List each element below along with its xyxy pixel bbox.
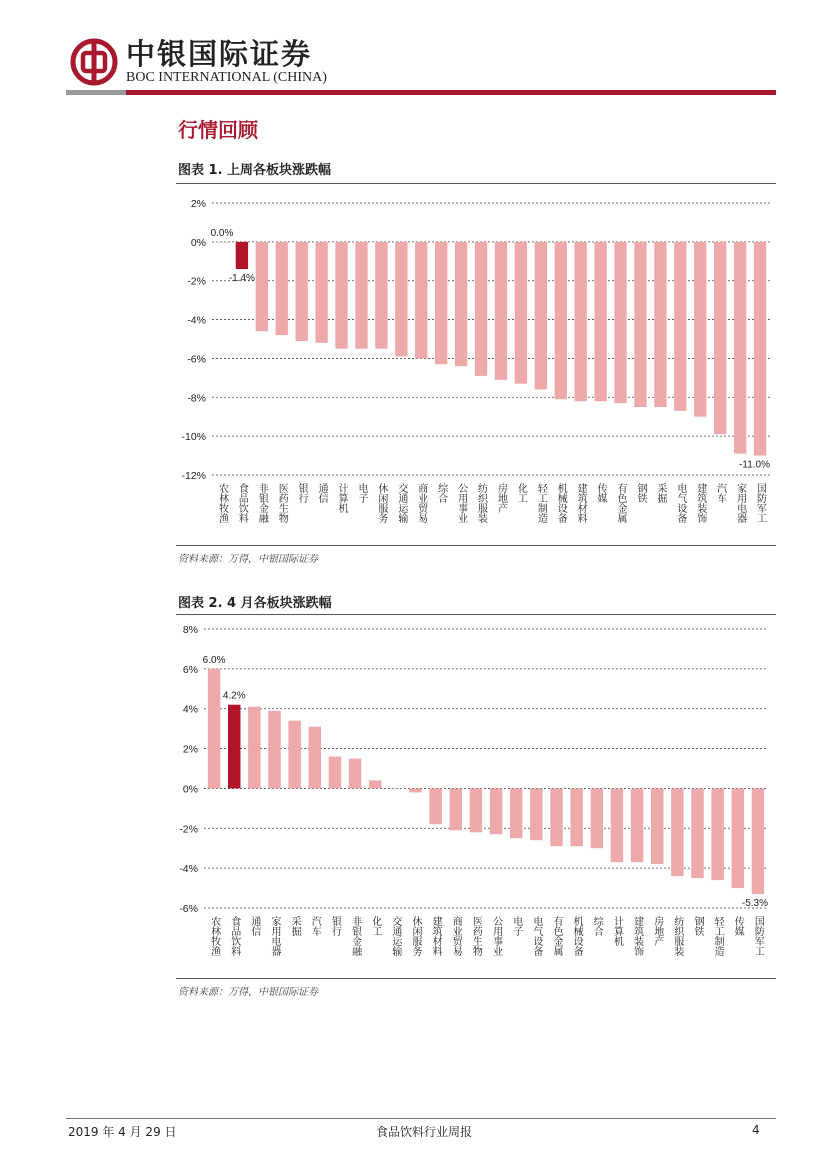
chart2-bar [208,669,220,789]
chart2-bar [248,707,260,789]
figure-2-bottom-rule [176,978,776,979]
chart1-bar [614,242,626,403]
chart2-category-label: 通信 [248,916,260,936]
chart2-category-label: 家用电器 [269,916,280,956]
figure-1-bar-chart [176,186,776,544]
chart2-bar [510,788,522,838]
header-rule-red [126,90,776,95]
chart2-bar [470,788,482,832]
chart2-bar [671,788,683,876]
chart1-bar [694,242,706,417]
chart1-bar [256,242,268,331]
chart2-category-label: 化工 [369,916,381,936]
chart2-bar [389,788,401,789]
chart1-category-label: 采掘 [654,483,666,503]
chart1-category-label: 休闲服务 [375,483,387,523]
chart1-bar [216,242,228,243]
chart2-bar [570,788,582,846]
chart2-category-label: 商业贸易 [450,916,462,956]
chart1-category-label: 房地产 [495,483,507,513]
chart1-y-tick-label: -6% [187,353,206,366]
chart2-bar [288,721,300,789]
chart2-bar [591,788,603,848]
chart2-y-tick-label: -4% [179,863,198,876]
chart2-bar [651,788,663,864]
chart2-category-label: 建筑装饰 [631,916,643,956]
chart1-bar [515,242,527,384]
chart1-bar [415,242,427,359]
chart1-bar [575,242,587,401]
chart1-category-label: 纺织服装 [475,483,487,523]
chart2-category-label: 汽车 [309,916,321,936]
chart1-y-tick-label: 2% [190,198,206,210]
chart1-bar [754,242,766,456]
chart1-category-label: 化工 [515,483,527,503]
chart1-category-label: 通信 [316,483,328,503]
chart2-bar [711,788,723,880]
figure-2-title: 图表 2. 4 月各板块涨跌幅 [178,596,332,611]
chart1-category-label: 建筑装饰 [694,483,706,523]
chart1-data-label: -11.0% [739,459,770,471]
chart1-y-tick-label: -12% [181,470,206,482]
chart1-category-label: 机械设备 [555,483,567,523]
chart2-category-label: 纺织服装 [671,916,683,956]
chart1-category-label: 食品饮料 [236,483,248,523]
chart2-bar [450,788,462,830]
chart2-category-label: 公用事业 [490,916,502,956]
chart2-category-label: 银行 [329,916,341,936]
chart1-bar [674,242,686,411]
chart1-bar [395,242,407,357]
chart2-y-tick-label: 4% [182,703,198,716]
chart1-bar [714,242,726,434]
chart1-bar [455,242,467,366]
chart2-bar [691,788,703,878]
chart1-y-tick-label: -4% [187,314,206,327]
chart1-category-label: 电气设备 [674,483,686,523]
chart2-data-label: -5.3% [741,898,768,910]
chart2-bar [490,788,502,834]
chart2-y-tick-label: 6% [182,663,198,676]
chart2-y-tick-label: -2% [179,823,198,836]
figure-1-source: 资料来源：万得，中银国际证券 [178,554,318,565]
chart2-bar [752,788,764,894]
chart2-category-label: 农林牧渔 [208,916,220,956]
chart2-y-tick-label: 8% [182,624,198,636]
chart1-bar [315,242,327,343]
figure-2-source: 资料来源：万得，中银国际证券 [178,987,318,998]
chart1-bar [594,242,606,401]
chart2-category-label: 休闲服务 [410,916,421,956]
chart1-bar [475,242,487,376]
footer-rule [66,1118,776,1119]
chart1-category-label: 轻工制造 [535,483,547,523]
chart1-category-label: 商业贸易 [415,483,427,523]
chart2-category-label: 机械设备 [571,916,583,956]
chart1-data-label: -1.4% [228,273,255,285]
chart2-category-label: 电气设备 [530,916,542,956]
footer-date: 2019 年 4 月 29 日 [68,1125,177,1139]
chart1-bar [634,242,646,407]
chart1-category-label: 家用电器 [734,483,746,523]
chart2-category-label: 医药生物 [470,916,482,956]
chart1-category-label: 汽车 [714,483,726,503]
chart1-category-label: 银行 [296,483,308,503]
chart1-data-label: 0.0% [210,227,234,239]
footer-report-name: 食品饮料行业周报 [376,1125,473,1139]
chart1-bar [535,242,547,390]
header-rule-grey [66,90,126,95]
chart1-y-tick-label: -8% [187,392,206,405]
chart1-bar [236,242,248,269]
section-title: 行情回顾 [178,118,258,142]
figure-2-top-rule [176,614,776,615]
chart2-category-label: 建筑材料 [430,916,442,956]
chart2-bar [268,711,280,789]
chart2-bar [228,705,240,789]
chart1-bar [734,242,746,454]
chart1-bar [276,242,288,335]
chart2-bar [429,788,441,824]
chart2-category-label: 电子 [510,916,522,936]
chart2-bar [550,788,562,846]
chart1-bar [435,242,447,364]
chart2-bar [409,788,421,792]
chart2-category-label: 房地产 [651,916,663,946]
chart2-category-label: 有色金属 [551,916,562,956]
chart2-category-label: 非银金融 [349,916,361,956]
chart1-category-label: 传媒 [595,483,607,503]
chart1-bar [555,242,567,399]
chart2-category-label: 综合 [591,916,603,936]
figure-1-top-rule [176,183,776,184]
figure-2-bar-chart [176,617,776,977]
brand-name-en: BOC INTERNATIONAL (CHINA) [126,70,327,85]
chart2-bar [349,759,361,789]
chart1-bar [296,242,308,341]
chart1-y-tick-label: 0% [190,236,206,249]
chart2-bar [369,780,381,788]
chart2-bar [732,788,744,888]
page-number: 4 [752,1123,760,1137]
chart2-y-tick-label: -6% [179,903,198,915]
chart2-data-label: 4.2% [222,690,246,702]
chart1-category-label: 公用事业 [455,483,467,523]
chart2-bar [530,788,542,840]
chart1-y-tick-label: -10% [181,431,206,444]
chart1-category-label: 建筑材料 [575,483,587,523]
chart1-bar [375,242,387,349]
chart2-category-label: 采掘 [289,916,301,936]
chart2-bar [611,788,623,862]
chart2-category-label: 国防军工 [752,916,764,956]
chart2-category-label: 交通运输 [389,916,401,956]
chart2-y-tick-label: 2% [182,743,198,756]
chart2-data-label: 6.0% [202,654,226,666]
chart1-bar [654,242,666,407]
chart1-category-label: 综合 [435,483,447,503]
chart1-category-label: 非银金融 [256,483,268,523]
chart1-category-label: 交通运输 [395,483,407,523]
brand-name-cn: 中银国际证券 [126,37,313,71]
chart2-y-tick-label: 0% [182,783,198,796]
chart2-category-label: 钢铁 [692,916,703,936]
chart1-category-label: 电子 [355,483,367,503]
chart1-bar [495,242,507,380]
chart2-bar [309,727,321,789]
chart1-category-label: 医药生物 [276,483,288,523]
chart1-category-label: 钢铁 [634,483,646,503]
chart1-category-label: 国防军工 [754,483,766,523]
chart1-bar [355,242,367,349]
chart2-category-label: 计算机 [611,916,623,946]
chart2-category-label: 轻工制造 [712,916,724,956]
chart1-category-label: 有色金属 [615,483,627,523]
chart1-y-tick-label: -2% [187,275,206,288]
chart2-bar [329,757,341,789]
figure-1-bottom-rule [176,545,776,546]
chart1-category-label: 农林牧渔 [216,483,228,523]
chart1-category-label: 计算机 [336,483,348,513]
boc-logo-icon [70,38,118,86]
chart1-bar [335,242,347,349]
figure-1-title: 图表 1. 上周各板块涨跌幅 [178,163,332,178]
chart2-category-label: 食品饮料 [228,916,240,956]
chart2-category-label: 传媒 [732,916,744,936]
chart2-bar [631,788,643,862]
